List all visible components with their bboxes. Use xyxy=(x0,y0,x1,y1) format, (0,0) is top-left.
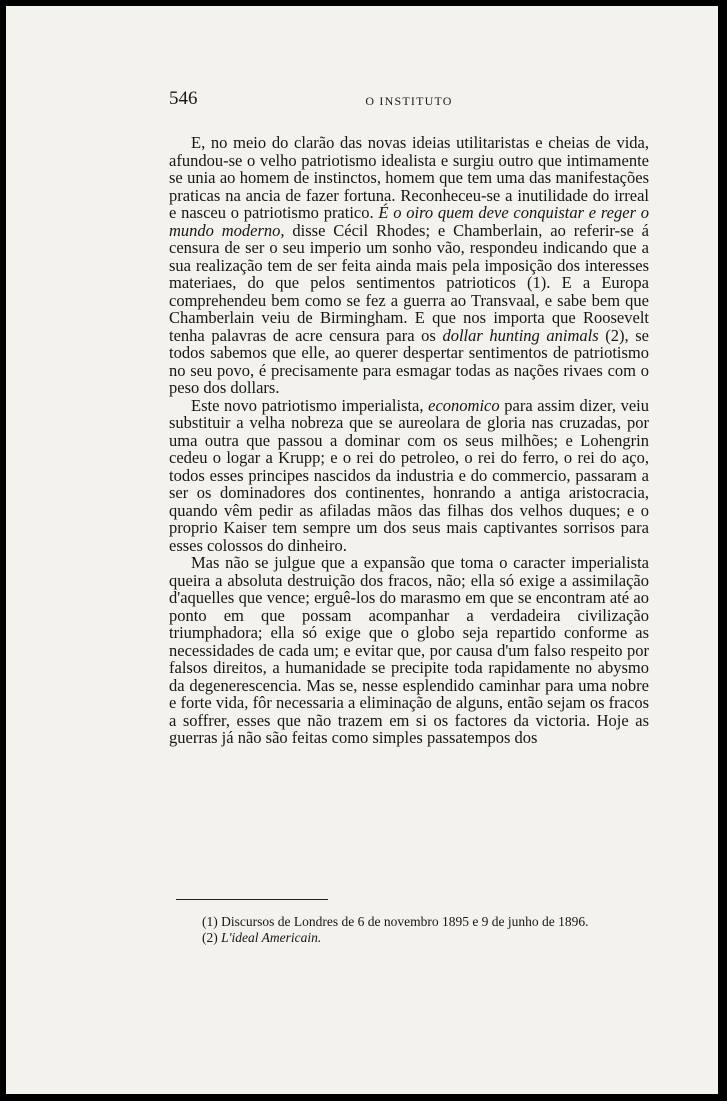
running-title: O INSTITUTO xyxy=(365,94,453,108)
italic-text: L'ideal Americain. xyxy=(221,930,322,945)
paragraph xyxy=(169,554,649,747)
text-run: (2), se todos sabemos que elle, ao querer despertar sentimentos de patriotismo no seu povo, é precisamente para esmagar todas as nações rivaes com o peso dos dollars. xyxy=(169,325,649,397)
book-page xyxy=(6,6,718,1094)
paragraph xyxy=(169,134,649,397)
text-run: Mas não se julgue que a expansão que toma o caracter imperialista queira a absoluta destruição dos fracos, não; ella só exige a assimilação d'aquelles que vence; erguê-los do marasmo em que se encontram até ao ponto em que possam acompanhar a verdadeira civilização triumphadora; ella só exige que o globo seja repartido conforme as necessidades de cada um; e evitar que, por causa d'um falso respeito por falsos direitos, a humanidade se precipite toda rapidamente no abysmo da degenerescencia. Mas se, nesse esplendido caminhar para uma nobre e forte vida, fôr necessaria a eliminação de alguns, então sejam os fracos a soffrer, esses que não trazem em si os factores da victoria. Hoje as guerras já não são feitas como simples passatempos dos xyxy=(169,553,649,747)
footnotes xyxy=(202,914,662,946)
italic-text: dollar hunting animals xyxy=(442,325,599,345)
body-text xyxy=(169,134,649,747)
text-run: disse Cécil Rhodes; e Chamberlain, ao referir-se á censura de ser o seu imperio um sonho vão, respondeu indicando que a sua realização tem de ser feita ainda mais pela imposição dos interesses materiaes, do que pelos sentimentos patrioticos (1). E a Europa comprehendeu bem como se fez a guerra ao Transvaal, e sabe bem que Chamberlain veiu de Birmingham. E que nos importa que Roosevelt tenha palavras de acre censura para os xyxy=(169,220,650,345)
page-number: 546 xyxy=(169,88,198,109)
text-run: (2) xyxy=(202,930,222,945)
page-header xyxy=(169,88,649,112)
text-run: E, no meio do clarão das novas ideias utilitaristas e cheias de vida, afundou-se o velho patriotismo idealista e surgiu outro que intimamente se unia ao homem de instinctos, homem que tem uma das manifestações praticas na ancia de fazer fortuna. Reconheceu-se a inutilidade do irreal e nasceu o patriotismo pratico. xyxy=(169,133,649,222)
text-run: (1) Discursos de Londres de 6 de novembro 1895 e 9 de junho de 1896. xyxy=(202,914,589,929)
footnote-divider xyxy=(176,899,328,900)
italic-text: É o oiro quem deve conquistar e reger o mundo moderno, xyxy=(169,203,650,240)
paragraph xyxy=(169,397,649,555)
footnote xyxy=(202,930,662,946)
text-run: para assim dizer, veiu substituir a velha nobreza que se aureolara de gloria nas cruzadas, por uma outra que passou a dominar com os seus milhões; e Lohengrin cedeu o logar a Krupp; e o rei do petroleo, o rei do ferro, o rei do aço, todos esses principes nascidos da industria e do commercio, passaram a ser os dominadores dos continentes, honrando a antiga aristocracia, quando vêm pedir as afiladas mãos das filhas dos velhos duques; e o proprio Kaiser tem sempre um dos seus mais captivantes sorrisos para esses colossos do dinheiro. xyxy=(169,395,649,555)
footnote xyxy=(202,914,662,930)
text-run: Este novo patriotismo imperialista, xyxy=(191,395,429,415)
italic-text: economico xyxy=(428,395,500,415)
